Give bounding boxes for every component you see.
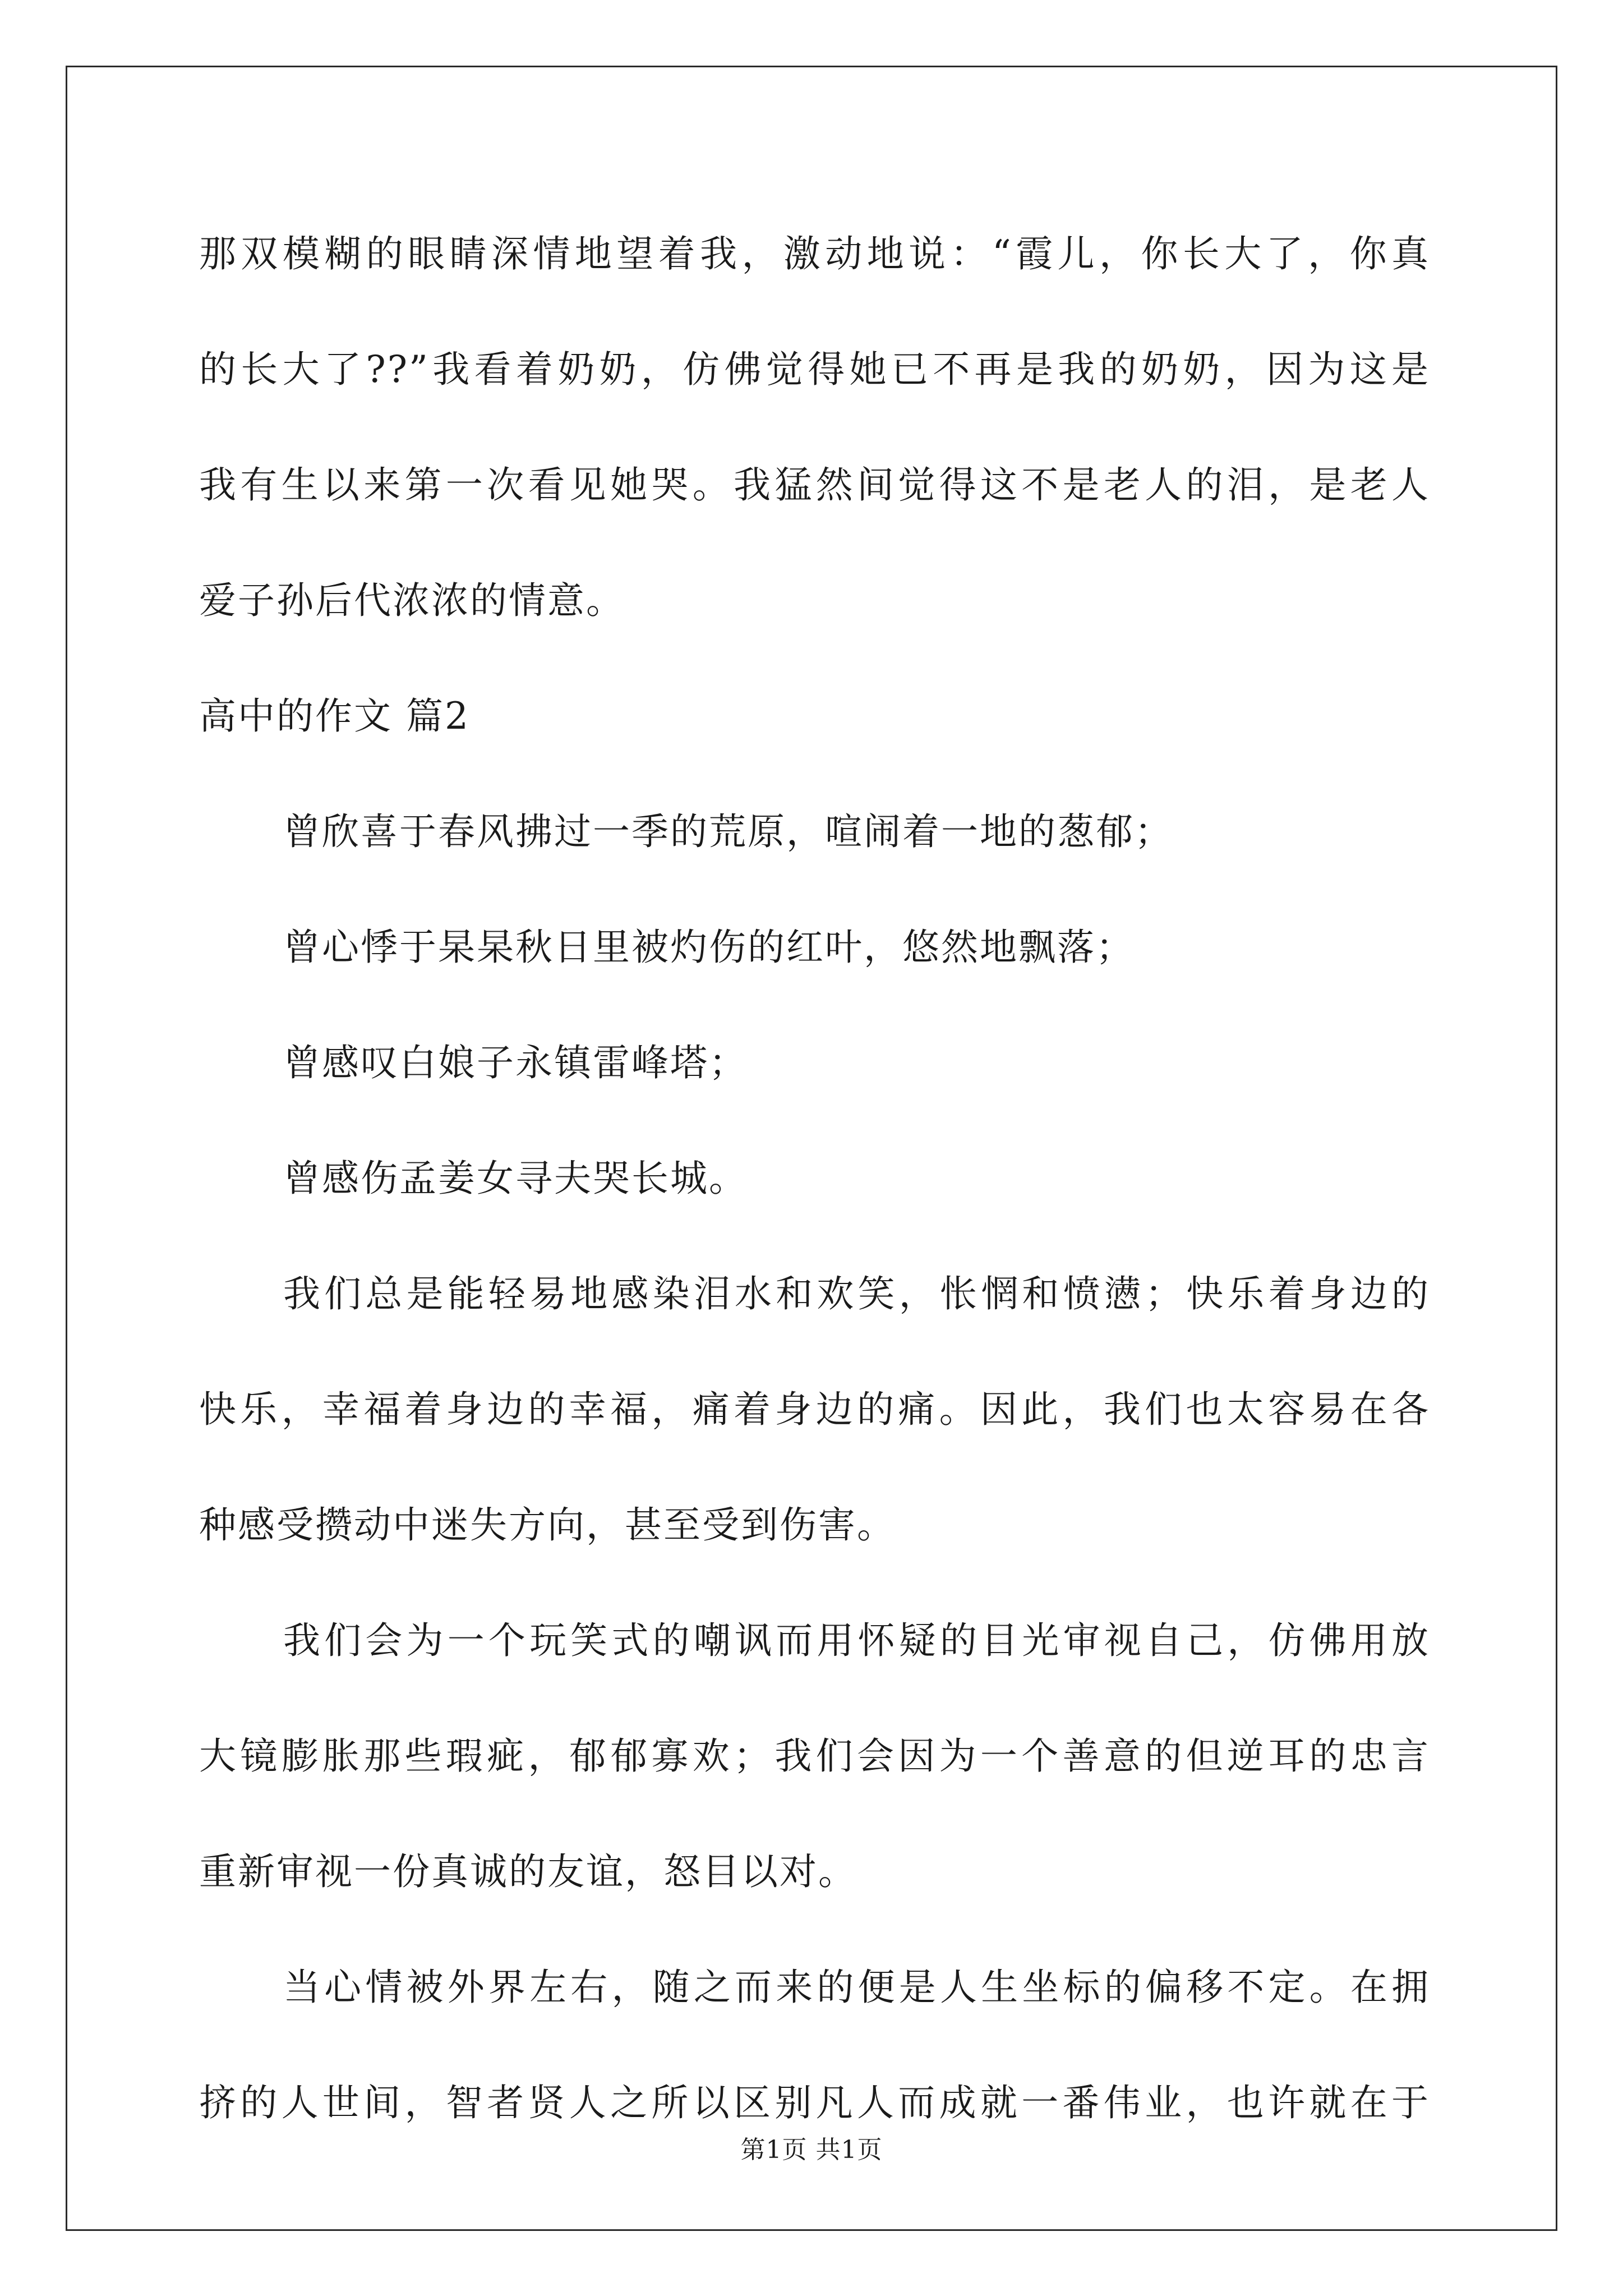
body-line-15: 重新审视一份真诚的友谊，怒目以对。	[199, 1850, 857, 1893]
body-line-2: 的长大了??”我看着奶奶，仿佛觉得她已不再是我的奶奶，因为这是	[199, 348, 1430, 391]
body-line-4: 爱子孙后代浓浓的情意。	[199, 579, 625, 622]
page-footer: 第1页 共1页	[740, 2136, 883, 2164]
body-line-13: 我们会为一个玩笑式的嘲讽而用怀疑的目光审视自己，仿佛用放	[283, 1619, 1430, 1662]
body-line-10: 我们总是能轻易地感染泪水和欢笑，怅惘和愤懑；快乐着身边的	[283, 1272, 1430, 1315]
body-line-9: 曾感伤孟姜女寻夫哭长城。	[283, 1157, 748, 1200]
body-line-1: 那双模糊的眼睛深情地望着我，激动地说：“霞儿，你长大了，你真	[199, 232, 1430, 275]
body-line-8: 曾感叹白娘子永镇雷峰塔；	[283, 1041, 748, 1084]
body-line-3: 我有生以来第一次看见她哭。我猛然间觉得这不是老人的泪，是老人	[199, 463, 1430, 507]
body-line-16: 当心情被外界左右，随之而来的便是人生坐标的偏移不定。在拥	[283, 1966, 1430, 2009]
section-heading: 高中的作文 篇2	[199, 694, 470, 738]
body-line-14: 大镜膨胀那些瑕疵，郁郁寡欢；我们会因为一个善意的但逆耳的忠言	[199, 1734, 1430, 1778]
body-line-6: 曾欣喜于春风拂过一季的荒原，喧闹着一地的葱郁；	[283, 810, 1173, 853]
body-line-12: 种感受攒动中迷失方向，甚至受到伤害。	[199, 1503, 896, 1547]
body-line-11: 快乐，幸福着身边的幸福，痛着身边的痛。因此，我们也太容易在各	[199, 1388, 1430, 1431]
document-body	[199, 196, 1430, 2161]
body-line-7: 曾心悸于杲杲秋日里被灼伤的红叶，悠然地飘落；	[283, 926, 1135, 969]
body-line-17: 挤的人世间，智者贤人之所以区别凡人而成就一番伟业，也许就在于	[199, 2081, 1430, 2124]
